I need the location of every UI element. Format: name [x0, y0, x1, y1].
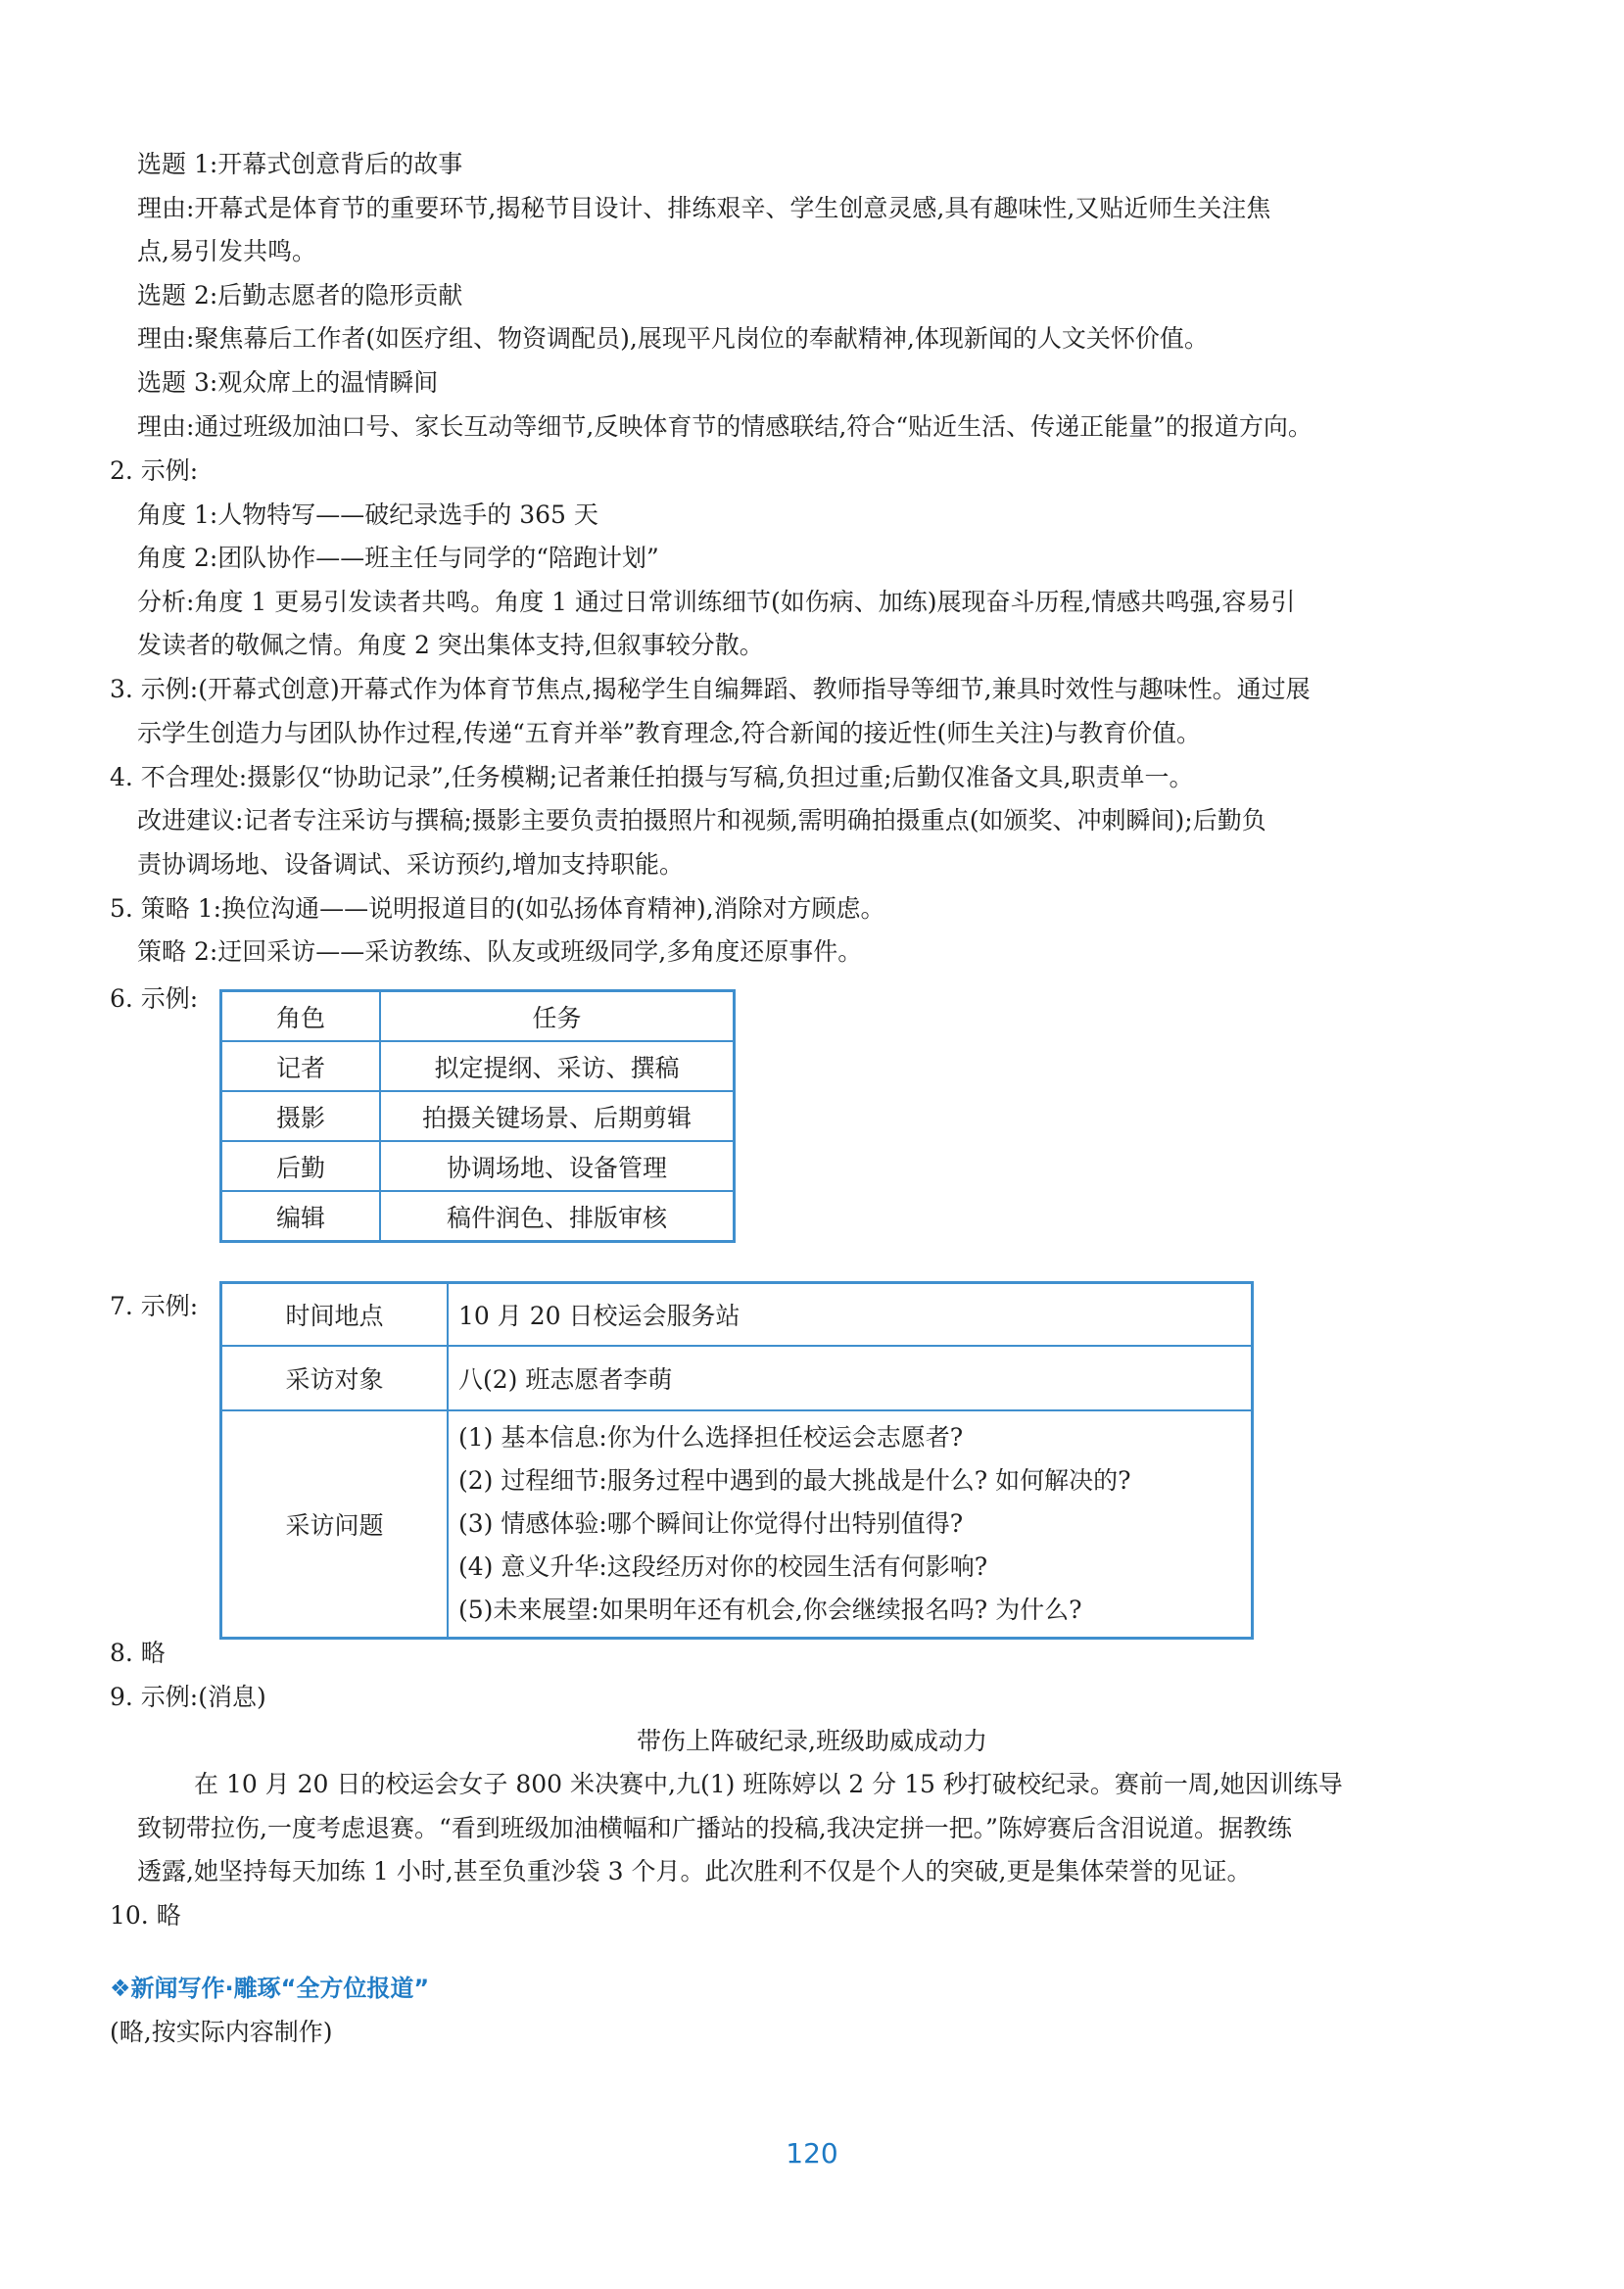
table-header-row [221, 991, 735, 1042]
table-cell: 编辑 [221, 1191, 381, 1242]
text-line: 选题 1:开幕式创意背后的故事 [137, 150, 463, 178]
text-line: 8. 略 [110, 1639, 166, 1667]
table-cell: 采访问题 [221, 1410, 449, 1639]
table-cell: 记者 [221, 1041, 381, 1091]
table-header-cell: 角色 [221, 991, 381, 1042]
question-item: (2) 过程细节:服务过程中遇到的最大挑战是什么? 如何解决的? [458, 1466, 1131, 1495]
text-line: 分析:角度 1 更易引发读者共鸣。角度 1 通过日常训练细节(如伤病、加练)展现奋斗历程,情感共鸣强,容易引 [137, 588, 1296, 616]
table-cell: 时间地点 [221, 1283, 449, 1347]
question-item: (4) 意义升华:这段经历对你的校园生活有何影响? [458, 1552, 988, 1581]
text-line: (略,按实际内容制作) [110, 2018, 333, 2046]
role-task-table [219, 989, 736, 1243]
section-heading: ❖新闻写作·雕琢“全方位报道” [110, 1975, 430, 2002]
table-cell: 稿件润色、排版审核 [380, 1191, 735, 1242]
text-line: 10. 略 [110, 1901, 181, 1930]
interview-plan-table [219, 1281, 1254, 1640]
text-line: 选题 2:后勤志愿者的隐形贡献 [137, 281, 463, 310]
text-line: 选题 3:观众席上的温情瞬间 [137, 368, 439, 397]
question-item: (3) 情感体验:哪个瞬间让你觉得付出特别值得? [458, 1509, 964, 1538]
table-row [221, 1346, 1253, 1410]
text-line: 发读者的敬佩之情。角度 2 突出集体支持,但叙事较分散。 [137, 631, 764, 659]
table-cell: 后勤 [221, 1141, 381, 1191]
question-list [448, 1410, 1253, 1639]
table-cell: 采访对象 [221, 1346, 449, 1410]
text-line: 理由:聚焦幕后工作者(如医疗组、物资调配员),展现平凡岗位的奉献精神,体现新闻的人文关怀价值。 [137, 324, 1209, 353]
text-line: 9. 示例:(消息) [110, 1683, 266, 1711]
text-line: 在 10 月 20 日的校运会女子 800 米决赛中,九(1) 班陈婷以 2 分 15 秒打破校纪录。赛前一周,她因训练导 [194, 1770, 1343, 1798]
table-cell: 协调场地、设备管理 [380, 1141, 735, 1191]
text-line: 理由:开幕式是体育节的重要环节,揭秘节目设计、排练艰辛、学生创意灵感,具有趣味性,又贴近师生关注焦 [137, 194, 1271, 222]
text-line: 角度 2:团队协作——班主任与同学的“陪跑计划” [137, 544, 659, 572]
table-cell: 拟定提纲、采访、撰稿 [380, 1041, 735, 1091]
text-line: 7. 示例: [110, 1292, 199, 1320]
text-line: 透露,她坚持每天加练 1 小时,甚至负重沙袋 3 个月。此次胜利不仅是个人的突破,更是集体荣誉的见证。 [137, 1857, 1252, 1885]
news-title: 带伤上阵破纪录,班级助威成动力 [637, 1727, 987, 1755]
text-line: 示学生创造力与团队协作过程,传递“五育并举”教育理念,符合新闻的接近性(师生关注)与教育价值。 [137, 719, 1201, 747]
text-line: 6. 示例: [110, 984, 199, 1013]
table-row [221, 1091, 735, 1141]
table-row [221, 1410, 1253, 1639]
text-line: 4. 不合理处:摄影仅“协助记录”,任务模糊;记者兼任拍摄与写稿,负担过重;后勤仅准备文具,职责单一。 [110, 763, 1194, 791]
page-number: 120 [786, 2137, 838, 2170]
table-row [221, 1191, 735, 1242]
table-cell: 八(2) 班志愿者李萌 [448, 1346, 1253, 1410]
text-line: 改进建议:记者专注采访与撰稿;摄影主要负责拍摄照片和视频,需明确拍摄重点(如颁奖、冲刺瞬间);后勤负 [137, 806, 1266, 835]
text-line: 责协调场地、设备调试、采访预约,增加支持职能。 [137, 850, 684, 879]
table-cell: 摄影 [221, 1091, 381, 1141]
table-row [221, 1041, 735, 1091]
text-line: 5. 策略 1:换位沟通——说明报道目的(如弘扬体育精神),消除对方顾虑。 [110, 894, 885, 923]
text-line: 致韧带拉伤,一度考虑退赛。“看到班级加油横幅和广播站的投稿,我决定拼一把。”陈婷赛后含泪说道。据教练 [137, 1814, 1292, 1842]
text-line: 角度 1:人物特写——破纪录选手的 365 天 [137, 501, 598, 529]
text-line: 3. 示例:(开幕式创意)开幕式作为体育节焦点,揭秘学生自编舞蹈、教师指导等细节,兼具时效性与趣味性。通过展 [110, 675, 1311, 703]
text-line: 理由:通过班级加油口号、家长互动等细节,反映体育节的情感联结,符合“贴近生活、传递正能量”的报道方向。 [137, 412, 1313, 441]
table-row [221, 1283, 1253, 1347]
question-item: (5)未来展望:如果明年还有机会,你会继续报名吗? 为什么? [458, 1596, 1082, 1624]
text-line: 2. 示例: [110, 456, 199, 485]
table-cell: 拍摄关键场景、后期剪辑 [380, 1091, 735, 1141]
table-cell: 10 月 20 日校运会服务站 [448, 1283, 1253, 1347]
text-line: 点,易引发共鸣。 [137, 237, 316, 265]
table-header-cell: 任务 [380, 991, 735, 1042]
text-line: 策略 2:迂回采访——采访教练、队友或班级同学,多角度还原事件。 [137, 937, 863, 966]
table-row [221, 1141, 735, 1191]
question-item: (1) 基本信息:你为什么选择担任校运会志愿者? [458, 1423, 964, 1452]
